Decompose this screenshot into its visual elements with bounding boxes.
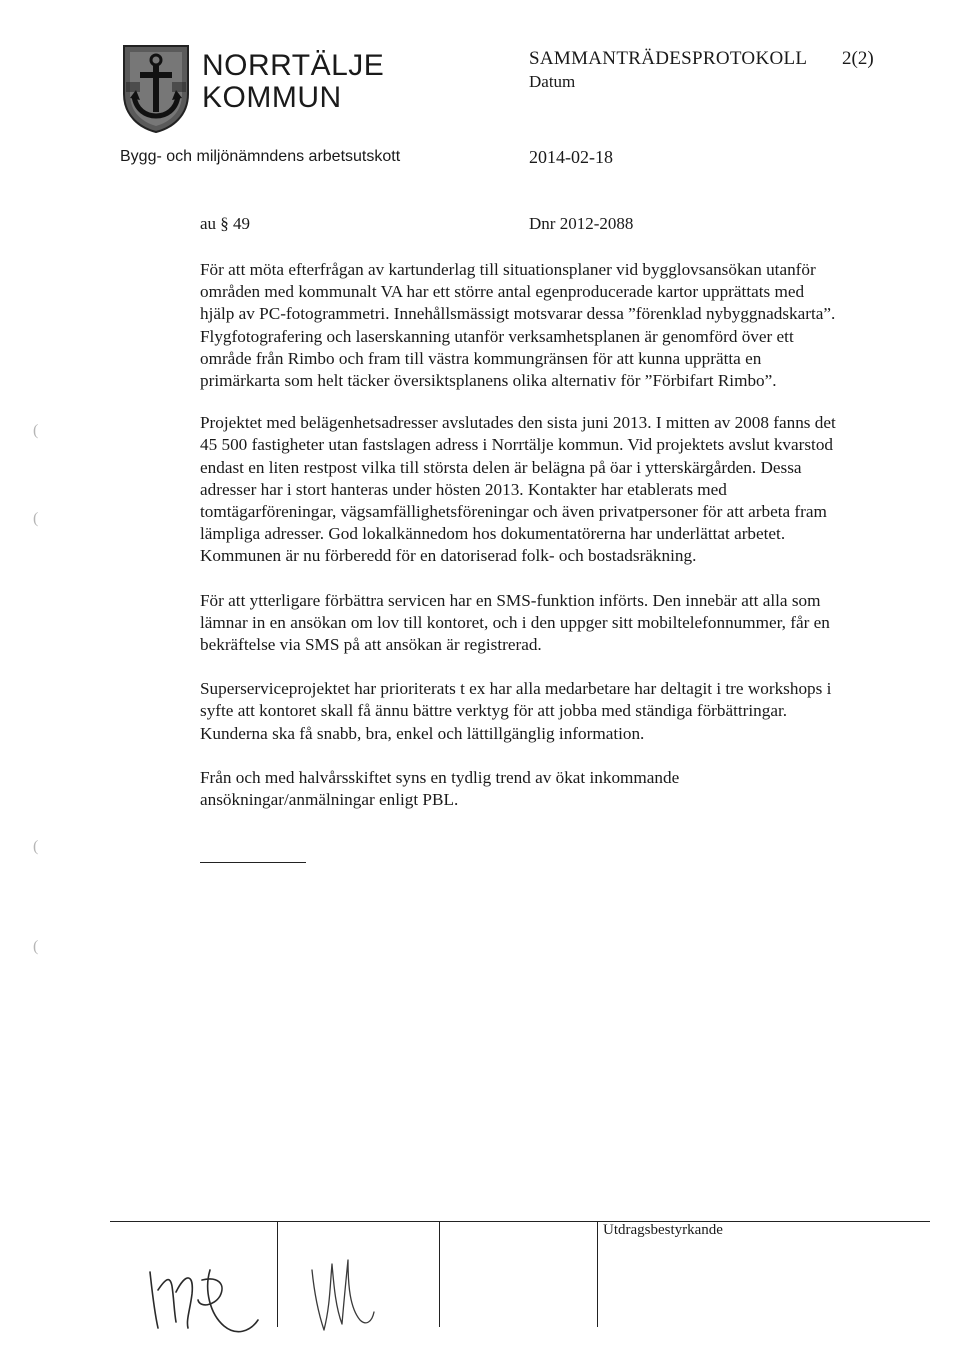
diary-number: Dnr 2012-2088 xyxy=(529,214,634,233)
anchor-shield-icon xyxy=(120,42,192,134)
organization-name xyxy=(202,50,384,114)
text-line: hjälp av PC-fotogrammetri. Innehållsmässigt motsvarar dessa ”förenklad nybyggnadskarta”. xyxy=(200,304,836,324)
end-divider xyxy=(200,862,306,863)
text-line: områden med kommunalt VA har ett större antal egenproducerade kartor upprättats med xyxy=(200,282,805,302)
paragraph-1 xyxy=(200,259,930,392)
footer-column-divider xyxy=(439,1221,440,1327)
body-text xyxy=(200,259,930,833)
org-name-line1: NORRTÄLJE xyxy=(202,49,385,82)
text-line: tomtägarföreningar, vägsamfällighetsföreningar och även privatpersoner för att arbeta fram xyxy=(200,502,827,522)
date-label: Datum xyxy=(529,72,576,91)
footer-column-divider xyxy=(597,1221,598,1327)
text-line: bekräftelse via SMS på att ansökan är registrerad. xyxy=(200,635,542,655)
paragraph-5 xyxy=(200,767,930,811)
text-line: Superserviceprojektet har prioriterats t ex har alla medarbetare har deltagit i tre workshops i xyxy=(200,679,832,699)
page-number: 2(2) xyxy=(842,48,874,69)
section-number: au § 49 xyxy=(200,214,251,233)
signature-1 xyxy=(140,1250,270,1340)
text-line: adresser har i stort hanteras under hösten 2013. Kontakter har etablerats med xyxy=(200,479,727,499)
text-line: ansökningar/anmälningar enligt PBL. xyxy=(200,790,459,810)
text-line: För att ytterligare förbättra servicen har en SMS-funktion införts. Den innebär att alla som xyxy=(200,590,821,610)
text-line: Flygfotografering och laserskanning utanför verksamhetsplanen är genomförd över ett xyxy=(200,326,794,346)
text-line: syfte att kontoret skall få ännu bättre verktyg för att jobba med ständiga förbättringar. xyxy=(200,701,788,721)
department-name: Bygg- och miljönämndens arbetsutskott xyxy=(120,148,401,165)
text-line: Projektet med belägenhetsadresser avslutades den sista juni 2013. I mitten av 2008 fanns det xyxy=(200,413,836,433)
text-line: lämnar in en ansökan om lov till kontoret, och i den uppger sitt mobiltelefonnummer, får en xyxy=(200,612,830,632)
text-line: Kunderna ska få snabb, bra, enkel och lättillgänglig information. xyxy=(200,723,645,743)
meeting-date: 2014-02-18 xyxy=(529,147,613,167)
text-line: lämpliga adresser. God lokalkännedom hos dokumentatörerna har underlättat arbetet. xyxy=(200,524,786,544)
margin-mark: ( xyxy=(33,838,39,855)
paragraph-3 xyxy=(200,590,930,657)
text-line: Från och med halvårsskiftet syns en tydlig trend av ökat inkommande xyxy=(200,767,680,787)
signature-2 xyxy=(300,1250,380,1340)
text-line: 45 500 fastigheter utan fastslagen adress i Norrtälje kommun. Vid projektets avslut kvarstod xyxy=(200,435,834,455)
margin-mark: ( xyxy=(33,510,39,527)
extract-certification-label: Utdragsbestyrkande xyxy=(603,1222,723,1238)
margin-mark: ( xyxy=(33,422,39,439)
org-name-line2: KOMMUN xyxy=(202,81,342,114)
text-line: endast en liten restpost vilka till största delen är belägna på öar i ytterskärgården. Dessa xyxy=(200,457,802,477)
paragraph-2 xyxy=(200,412,930,567)
paragraph-4 xyxy=(200,678,930,745)
footer-rule xyxy=(110,1221,930,1222)
margin-mark: ( xyxy=(33,938,39,955)
document-type: SAMMANTRÄDESPROTOKOLL xyxy=(529,48,808,69)
text-line: primärkarta som helt täcker översiktsplanens olika alternativ för ”Förbifart Rimbo”. xyxy=(200,371,777,391)
text-line: område från Rimbo och fram till västra kommungränsen för att kunna upprätta en xyxy=(200,348,762,368)
text-line: För att möta efterfrågan av kartunderlag till situationsplaner vid bygglovsansökan utanför xyxy=(200,260,816,279)
text-line: Kommunen är nu förberedd för en datoriserad folk- och bostadsräkning. xyxy=(200,546,697,566)
footer-column-divider xyxy=(277,1221,278,1327)
